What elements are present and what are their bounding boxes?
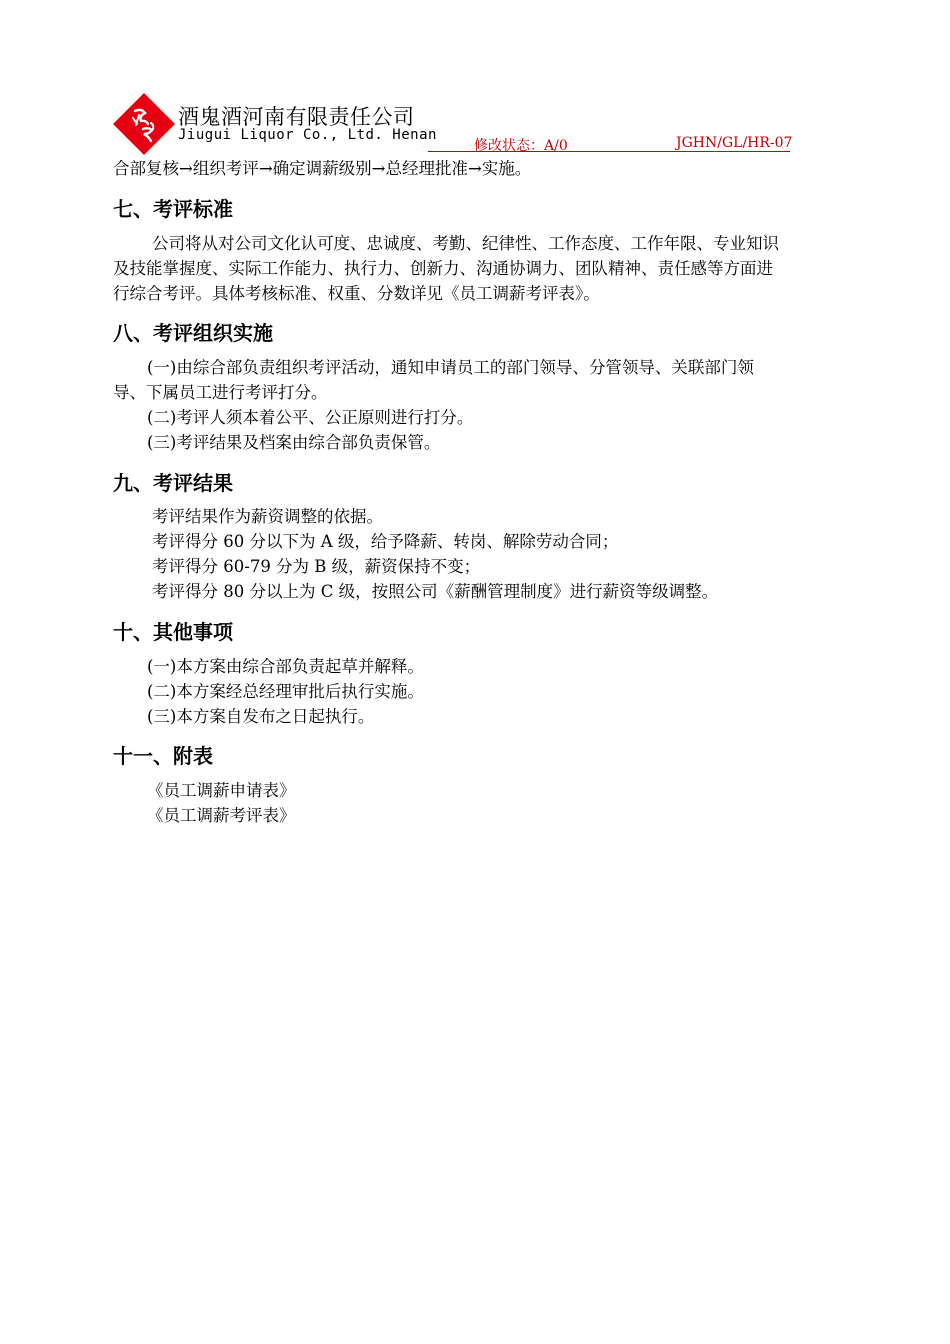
section-10-item-1: (一)本方案由综合部负责起草并解释。 [147, 657, 424, 676]
section-8-item-1-line-1: (一)由综合部负责组织考评活动，通知申请员工的部门领导、分管领导、关联部门领 [147, 358, 754, 377]
section-7-title: 七、考评标准 [113, 197, 233, 221]
jiugui-seal-logo-icon [113, 93, 175, 155]
attachment-1: 《员工调薪申请表》 [147, 781, 296, 800]
section-8-item-3: (三)考评结果及档案由综合部负责保管。 [147, 433, 441, 452]
process-flow-line: 合部复核→组织考评→确定调薪级别→总经理批准→实施。 [113, 159, 532, 178]
company-name-cn: 酒鬼酒河南有限责任公司 [178, 105, 415, 129]
section-9-line-4: 考评得分 80 分以上为 C 级，按照公司《薪酬管理制度》进行薪资等级调整。 [152, 582, 719, 601]
section-8-item-2: (二)考评人须本着公平、公正原则进行打分。 [147, 408, 474, 427]
document-code: JGHN/GL/HR-07 [676, 135, 793, 151]
section-9-line-1: 考评结果作为薪资调整的依据。 [152, 507, 383, 526]
revision-status: 修改状态：A/0 [474, 138, 568, 154]
section-9-line-3: 考评得分 60-79 分为 B 级，薪资保持不变； [152, 557, 481, 576]
section-10-title: 十、其他事项 [113, 620, 233, 644]
section-7-para-line-2: 及技能掌握度、实际工作能力、执行力、创新力、沟通协调力、团队精神、责任感等方面进 [113, 259, 773, 278]
company-name-en: Jiugui Liquor Co., Ltd. Henan [178, 127, 437, 143]
section-9-title: 九、考评结果 [113, 471, 233, 495]
section-11-title: 十一、附表 [113, 744, 213, 768]
section-7-para-line-1: 公司将从对公司文化认可度、忠诚度、考勤、纪律性、工作态度、工作年限、专业知识 [152, 234, 779, 253]
attachment-2: 《员工调薪考评表》 [147, 806, 296, 825]
section-10-item-3: (三)本方案自发布之日起执行。 [147, 707, 375, 726]
section-9-line-2: 考评得分 60 分以下为 A 级，给予降薪、转岗、解除劳动合同； [152, 532, 619, 551]
section-8-item-1-line-2: 导、下属员工进行考评打分。 [113, 383, 328, 402]
section-7-para-line-3: 行综合考评。具体考核标准、权重、分数详见《员工调薪考评表》。 [113, 284, 600, 303]
section-8-title: 八、考评组织实施 [113, 321, 273, 345]
section-10-item-2: (二)本方案经总经理审批后执行实施。 [147, 682, 424, 701]
